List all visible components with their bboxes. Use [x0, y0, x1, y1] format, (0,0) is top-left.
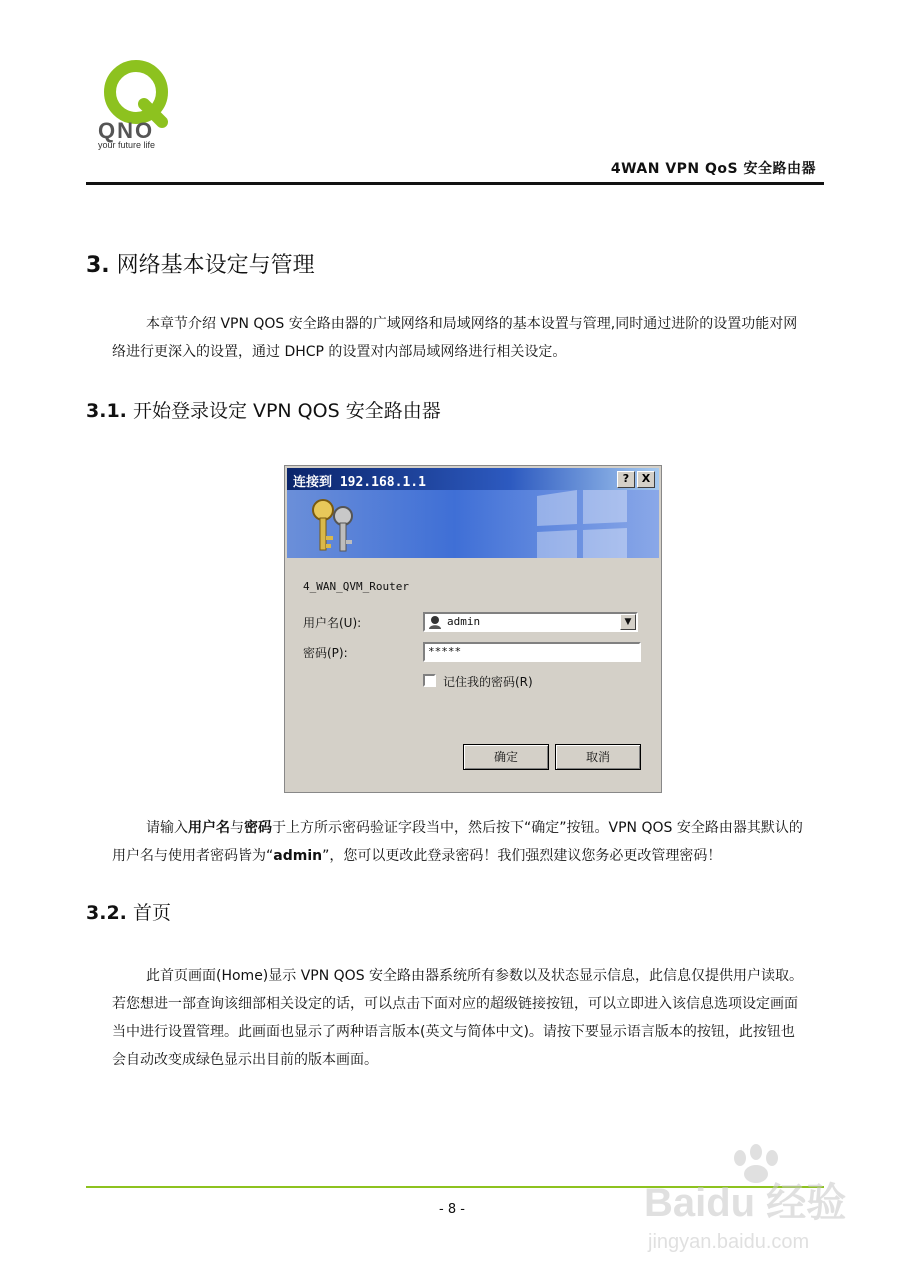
login-instructions: [112, 814, 807, 870]
section-3-title: 网络基本设定与管理: [116, 253, 315, 278]
login-text-3: 于上方所示密码验证字段当中，然后按下“确定”按钮。VPN QOS 安全路由器其默认的用户名与使用者密码皆为“: [112, 820, 803, 864]
header-doc-title: 4WAN VPN QoS 安全路由器: [610, 161, 816, 177]
logo-tagline: your future life: [98, 140, 156, 150]
remember-password-label: 记住我的密码(R): [443, 675, 533, 689]
login-text-1: 请输入: [146, 820, 188, 836]
section-3-intro: [112, 310, 807, 366]
section-3-1-heading: [86, 396, 441, 423]
login-bold-password: 密码: [244, 820, 272, 836]
ok-button[interactable]: 确定: [463, 744, 549, 770]
section-3-2-number: 3.2.: [86, 902, 127, 924]
password-field[interactable]: *****: [423, 642, 641, 662]
dialog-realm: 4_WAN_QVM_Router: [303, 580, 409, 593]
section-3-2-body: [112, 962, 807, 1074]
dialog-title: 连接到 192.168.1.1: [293, 475, 426, 490]
page-number: - 8 -: [439, 1202, 465, 1217]
close-button[interactable]: X: [637, 471, 655, 488]
section-3-number: 3.: [86, 253, 110, 278]
paw-icon: [734, 1144, 778, 1183]
section-3-heading: [86, 248, 315, 279]
cancel-button[interactable]: 取消: [555, 744, 641, 770]
watermark-brand: Baidu 经验: [644, 1181, 847, 1225]
section-3-2-heading: [86, 898, 171, 925]
windows-logo-icon: [527, 490, 637, 558]
section-3-intro-text: 本章节介绍 VPN QOS 安全路由器的广域网络和局域网络的基本设置与管理,同时通过进阶的设置功能对网络进行更深入的设置，通过 DHCP 的设置对内部局域网络进行相关设定。: [112, 316, 798, 360]
user-icon: [428, 615, 442, 629]
keys-icon: [305, 496, 365, 556]
section-3-1-number: 3.1.: [86, 400, 127, 422]
remember-password-checkbox[interactable]: [423, 674, 436, 687]
logo-text: QNO: [98, 118, 155, 143]
dialog-titlebar: [287, 468, 659, 490]
baidu-jingyan-watermark: [640, 1140, 880, 1260]
username-value: admin: [447, 615, 481, 628]
login-text-4: ”，您可以更改此登录密码！我们强烈建议您务必更改管理密码！: [322, 848, 722, 864]
dialog-banner: [287, 490, 659, 558]
username-combobox[interactable]: [423, 612, 638, 632]
header-divider: [86, 182, 824, 185]
watermark-url: jingyan.baidu.com: [648, 1231, 810, 1253]
section-3-1-title: 开始登录设定 VPN QOS 安全路由器: [132, 400, 441, 422]
login-dialog: [284, 465, 662, 793]
login-text-2: 与: [230, 820, 244, 836]
password-label: 密码(P):: [303, 646, 348, 660]
username-label: 用户名(U):: [303, 616, 362, 630]
login-bold-admin: admin: [273, 848, 323, 864]
section-3-2-body-text: 此首页画面(Home)显示 VPN QOS 安全路由器系统所有参数以及状态显示信息，此信息仅提供用户读取。 若您想进一部查询该细部相关设定的话，可以点击下面对应的超级链接按钮，可以立即进入该信息选项设定画面当中进行设置管理。此画面也显示了两种语言版本(英文与简体中文)。请按下要显示语言版本的按钮，此按钮也会自动改变成绿色显示出目前的版本画面。: [112, 968, 804, 1068]
dropdown-arrow-icon[interactable]: ▼: [620, 614, 636, 630]
help-button[interactable]: ?: [617, 471, 635, 488]
login-bold-username: 用户名: [188, 820, 230, 836]
section-3-2-title: 首页: [132, 902, 171, 924]
